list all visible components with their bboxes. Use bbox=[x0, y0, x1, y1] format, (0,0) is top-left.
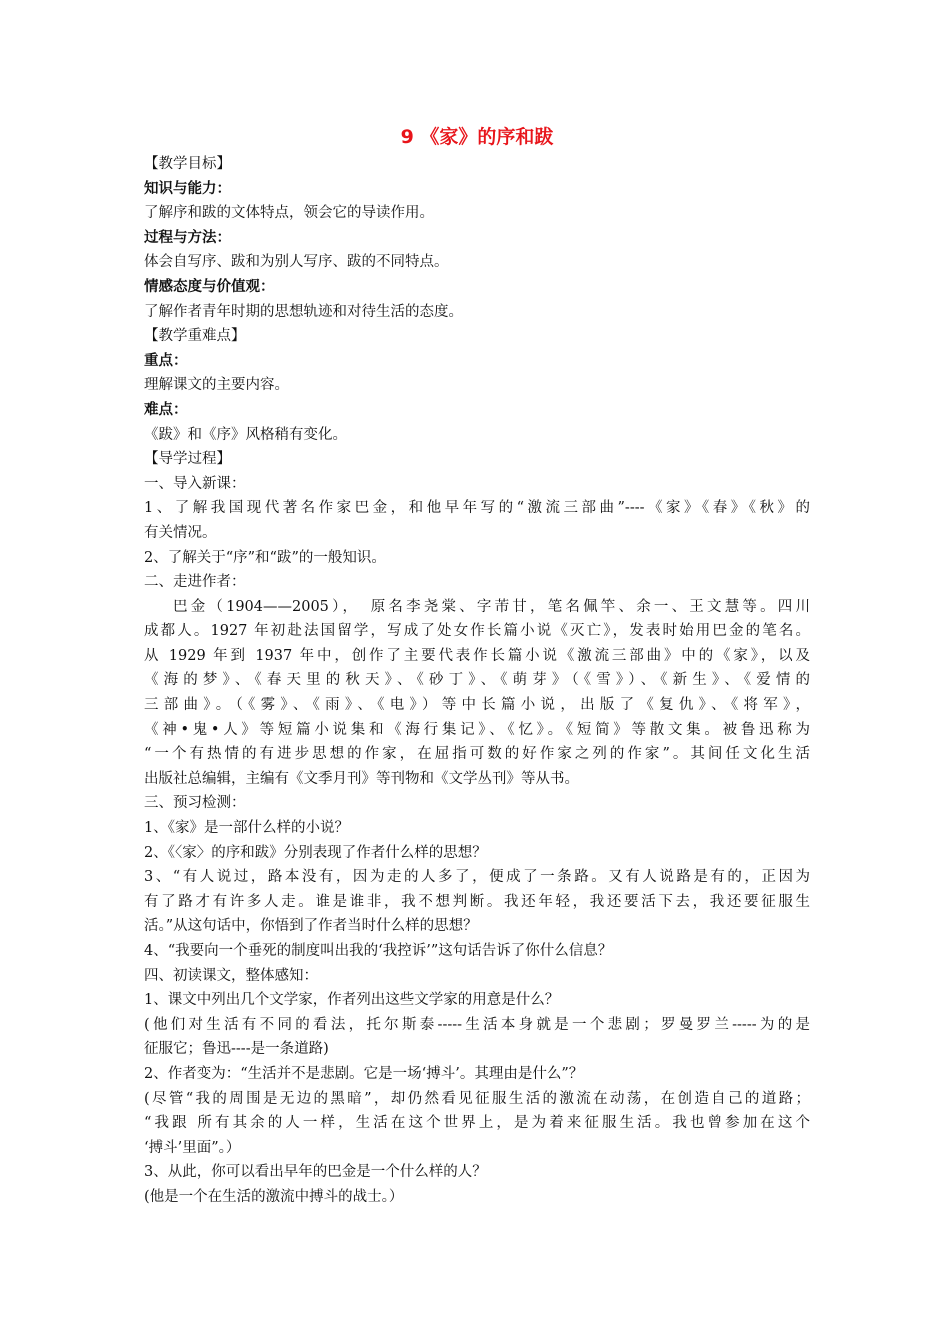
section-author: 二、走进作者： bbox=[144, 574, 246, 591]
reading-question-2: 2、作者变为：“生活并不是悲剧。它是一场‘搏斗’。其理由是什么”？ bbox=[144, 1065, 584, 1082]
reading-question-3: 3、从此，你可以看出早年的巴金是一个什么样的人？ bbox=[144, 1164, 487, 1181]
label-emotion: 情感态度与价值观： bbox=[144, 278, 275, 295]
paragraph-line: 有了路才有许多人走。谁是谁非，我不想判断。我还年轻，我还要活下去，我还要征服生 bbox=[144, 893, 810, 910]
intro-item-2: 2、了解关于“序”和“跋”的一般知识。 bbox=[144, 549, 386, 566]
question-1: 1、《家》是一部什么样的小说？ bbox=[144, 820, 349, 837]
section-preview: 三、预习检测： bbox=[144, 795, 246, 812]
text-key: 理解课文的主要内容。 bbox=[144, 377, 289, 394]
label-difficulty: 难点： bbox=[144, 401, 188, 418]
paragraph-line: 《海的梦》、《春天里的秋天》、《砂丁》、《萌芽》（《雪》）、《新生》、《爱情的 bbox=[144, 672, 810, 689]
reading-answer-2 bbox=[144, 1087, 810, 1161]
text-knowledge: 了解序和跋的文体特点，领会它的导读作用。 bbox=[144, 205, 434, 222]
paragraph-line: 《神•鬼•人》等短篇小说集和《海行集记》、《忆》。《短简》等散文集。被鲁迅称为 bbox=[144, 721, 810, 738]
paragraph-line: “一个有热情的有进步思想的作家，在屈指可数的好作家之列的作家”。其间任文化生活 bbox=[144, 746, 810, 763]
heading-objectives: 【教学目标】 bbox=[144, 156, 231, 172]
document-page bbox=[144, 122, 810, 1210]
label-process: 过程与方法： bbox=[144, 229, 231, 246]
text-process: 体会自写序、跋和为别人写序、跋的不同特点。 bbox=[144, 254, 449, 271]
paragraph-line: 3、“有人说过，路本没有，因为走的人多了，便成了一条路。又有人说路是有的，正因为 bbox=[144, 869, 810, 886]
paragraph-line: ‘搏斗’里面”。） bbox=[144, 1139, 241, 1156]
section-reading: 四、初读课文，整体感知： bbox=[144, 967, 318, 984]
reading-answer-1 bbox=[144, 1013, 810, 1062]
reading-question-1: 1、课文中列出几个文学家，作者列出这些文学家的用意是什么？ bbox=[144, 992, 560, 1009]
paragraph-line: 成都人。1927 年初赴法国留学，写成了处女作长篇小说《灭亡》，发表时始用巴金的笔名。 bbox=[144, 623, 810, 640]
intro-item-1 bbox=[144, 496, 810, 545]
question-2: 2、《〈家〉的序和跋》分别表现了作者什么样的思想？ bbox=[144, 844, 487, 861]
paragraph-line: 三部曲》。（《雾》、《雨》、《电》）等中长篇小说，出版了《复仇》、《将军》， bbox=[144, 697, 810, 714]
author-paragraph bbox=[144, 595, 810, 792]
section-intro: 一、导入新课： bbox=[144, 475, 246, 492]
reading-answer-3: (他是一个在生活的激流中搏斗的战士。） bbox=[144, 1188, 404, 1205]
question-3 bbox=[144, 865, 810, 939]
document-title: 9 《家》的序和跋 bbox=[400, 126, 554, 148]
label-knowledge: 知识与能力： bbox=[144, 180, 231, 197]
paragraph-line: 1、了解我国现代著名作家巴金，和他早年写的“激流三部曲”----《家》《春》《秋》的 bbox=[144, 500, 810, 517]
heading-key-points: 【教学重难点】 bbox=[144, 328, 246, 345]
text-difficulty: 《跋》和《序》风格稍有变化。 bbox=[144, 426, 347, 443]
paragraph-line: (他们对生活有不同的看法，托尔斯泰-----生活本身就是一个悲剧；罗曼罗兰-----为的是 bbox=[144, 1016, 810, 1033]
paragraph-line: 有关情况。 bbox=[144, 524, 217, 541]
heading-guide: 【导学过程】 bbox=[144, 451, 231, 468]
paragraph-line: 活。”从这句话中，你悟到了作者当时什么样的思想？ bbox=[144, 918, 478, 935]
paragraph-line: “我跟 所有其余的人一样，生活在这个世界上，是为着来征服生活。我也曾参加在这个 bbox=[144, 1115, 810, 1132]
paragraph-line: 征服它；鲁迅----是一条道路) bbox=[144, 1041, 329, 1058]
question-4: 4、“我要向一个垂死的制度叫出我的‘我控诉’”这句话告诉了你什么信息？ bbox=[144, 943, 613, 959]
paragraph-line: 出版社总编辑，主编有《文季月刊》等刊物和《文学丛刊》等从书。 bbox=[144, 770, 579, 787]
label-key: 重点： bbox=[144, 352, 188, 369]
text-emotion: 了解作者青年时期的思想轨迹和对待生活的态度。 bbox=[144, 303, 463, 320]
paragraph-line: (尽管“我的周围是无边的黑暗”，却仍然看见征服生活的激流在动荡，在创造自己的道路； bbox=[144, 1090, 810, 1107]
objectives-section bbox=[144, 152, 810, 496]
paragraph-line: 巴金（1904——2005）， 原名李尧棠、字芾甘，笔名佩竿、余一、王文慧等。四川 bbox=[173, 598, 810, 615]
paragraph-line: 从 1929 年到 1937 年中，创作了主要代表作长篇小说《激流三部曲》中的《家》，以及 bbox=[144, 647, 810, 664]
